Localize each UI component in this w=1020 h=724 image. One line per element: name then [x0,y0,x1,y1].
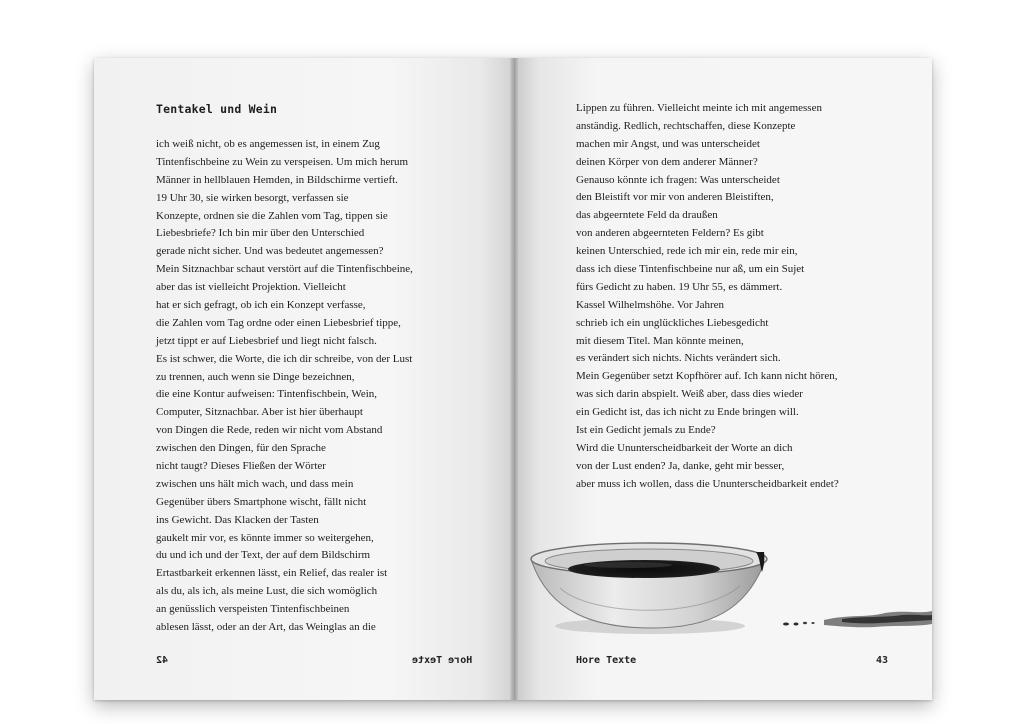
text-line: Computer, Sitznachbar. Aber ist hier überhaupt [156,406,363,419]
text-line: dass ich diese Tintenfischbeine nur aß, um ein Sujet [576,263,805,276]
text-line: ein Gedicht ist, das ich nicht zu Ende bringen will. [576,406,799,419]
ink-spot [803,622,807,624]
text-line: hat er sich gefragt, ob ich ein Konzept verfasse, [156,299,366,312]
text-line: von der Lust enden? Ja, danke, geht mir besser, [576,459,785,472]
text-line: keinen Unterschied, rede ich mir ein, rede mir ein, [576,245,798,258]
text-line: Tintenfischbeine zu Wein zu verspeisen. Um mich herum [156,155,409,168]
text-line: Ist ein Gedicht jemals zu Ende? [576,424,716,437]
text-line: Lippen zu führen. Vielleicht meinte ich mit angemessen [576,102,822,114]
text-line: die Zahlen vom Tag ordne oder einen Liebesbrief tippe, [156,316,401,329]
poem-title: Tentakel und Wein [156,102,278,116]
text-line: das abgeerntete Feld da draußen [576,209,718,222]
ink-highlight [584,562,672,568]
text-line: Konzepte, ordnen sie die Zahlen vom Tag, tippen sie [156,209,388,222]
text-line: zwischen den Dingen, für den Sprache [156,442,326,455]
text-line: den Bleistift vor mir von anderen Bleistiften, [576,191,774,204]
text-line: die eine Kontur aufweisen: Tintenfischbein, Wein, [156,388,378,401]
text-line: mit diesem Titel. Man könnte meinen, [576,334,744,347]
text-line: fürs Gedicht zu haben. 19 Uhr 55, es dämmert. [576,280,783,293]
text-line: ins Gewicht. Das Klacken der Tasten [156,513,319,526]
text-line: Mein Sitznachbar schaut verstört auf die Tintenfischbeine, [156,263,413,276]
text-line: was sich darin abspielt. Weiß aber, dass dies wieder [576,388,803,401]
text-line: aber muss ich wollen, dass die Ununterscheidbarkeit endet? [576,477,839,490]
ink-spot [783,623,789,626]
text-line: Ertastbarkeit erkennen lässt, ein Relief, das realer ist [156,567,388,580]
text-line: nicht taugt? Dieses Fließen der Wörter [156,460,326,473]
book-gutter [510,58,518,700]
text-line: Mein Gegenüber setzt Kopfhörer auf. Ich kann nicht hören, [576,370,838,383]
left-poem-text [156,136,413,637]
text-line: Männer in hellblauen Hemden, in Bildschirme vertieft. [156,173,398,186]
text-line: Wird die Ununterscheidbarkeit der Worte an dich [576,441,793,454]
left-page [94,58,514,700]
text-line: zu trennen, auch wenn sie Dinge bezeichnen, [156,370,355,383]
open-book [94,58,932,700]
right-running-head: Hore Texte [576,655,637,666]
text-line: Kassel Wilhelmshöhe. Vor Jahren [576,298,725,311]
text-line: von Dingen die Rede, reden wir nicht vom Abstand [156,424,383,437]
right-page [514,58,932,700]
text-line: es verändert sich nichts. Nichts verändert sich. [576,352,781,365]
left-page-number: 42 [156,655,169,666]
text-line: jetzt tippt er auf Liebesbrief und liegt nicht falsch. [156,334,377,347]
text-line: ich weiß nicht, ob es angemessen ist, in einem Zug [156,138,380,150]
left-running-head: Hore Texte [412,655,473,666]
text-line: gaukelt mir vor, es könnte immer so weitergehen, [156,531,374,544]
text-line: 19 Uhr 30, sie wirken besorgt, verfassen sie [156,191,349,204]
text-line: an genüsslich verspeisten Tintenfischbeinen [156,603,350,616]
text-line: deinen Körper von dem anderer Männer? [576,155,758,168]
ink-spot [811,622,814,624]
text-line: aber das ist vielleicht Projektion. Vielleicht [156,281,346,294]
right-poem-text [576,100,839,494]
text-line: du und ich und der Text, der auf dem Bildschirm [156,549,371,562]
text-line: zwischen uns hält mich wach, und dass mein [156,477,354,490]
text-line: gerade nicht sicher. Und was bedeutet angemessen? [156,245,384,258]
text-line: von anderen abgeernteten Feldern? Es gibt [576,227,764,240]
text-line: Gegenüber übers Smartphone wischt, fällt nicht [156,495,367,508]
text-line: ablesen lässt, oder an der Art, das Weinglas an die [156,621,376,634]
ink-bowl-illustration [520,528,932,638]
ink-spot [794,623,799,626]
text-line: Genauso könnte ich fragen: Was unterscheidet [576,173,780,186]
text-line: anständig. Redlich, rechtschaffen, diese Konzepte [576,119,796,132]
right-page-number: 43 [876,655,889,666]
text-line: Es ist schwer, die Worte, die ich dir schreibe, von der Lust [156,352,413,365]
text-line: machen mir Angst, und was unterscheidet [576,137,760,150]
text-line: schrieb ich ein unglückliches Liebesgedicht [576,316,769,329]
text-line: Liebesbriefe? Ich bin mir über den Unterschied [156,227,365,240]
text-line: als du, als ich, als meine Lust, die sich womöglich [156,585,378,598]
